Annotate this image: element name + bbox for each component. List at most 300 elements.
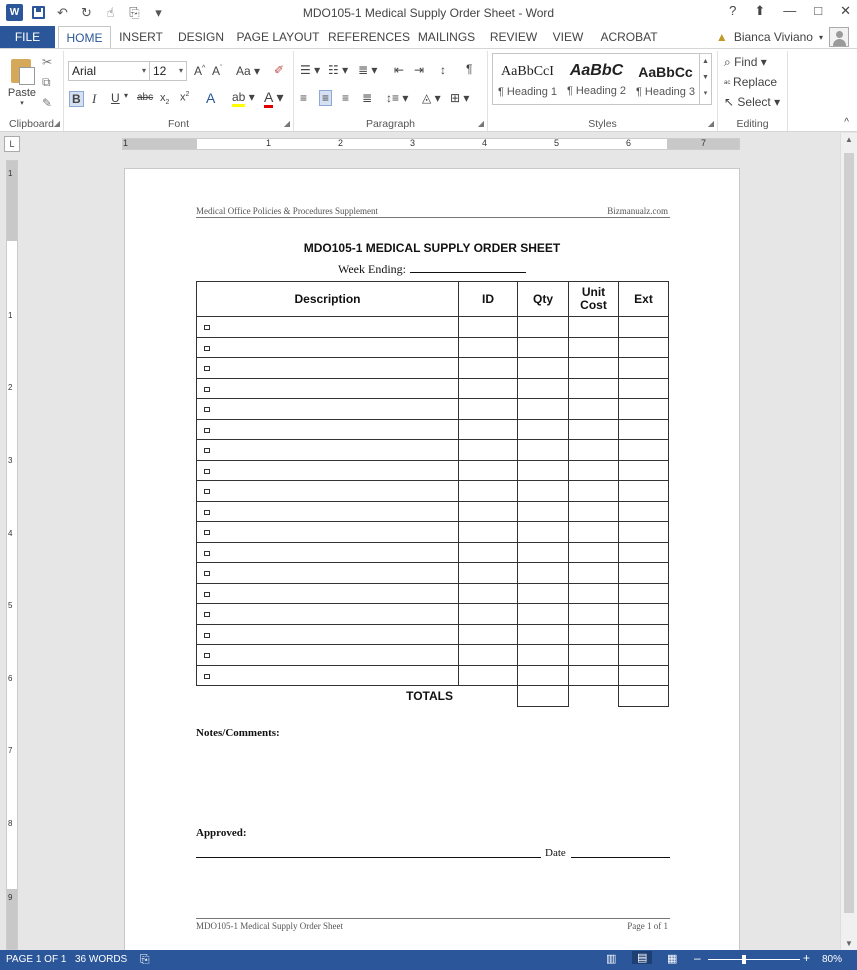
grow-font-icon[interactable]: A^ [194, 64, 206, 78]
table-cell[interactable] [619, 583, 669, 604]
paste-label: Paste [7, 87, 37, 99]
chevron-down-icon[interactable]: ▼ [702, 74, 709, 81]
description-cell[interactable] [197, 337, 459, 358]
line-spacing-icon[interactable]: ↕≡ ▾ [386, 91, 409, 105]
ribbon [0, 48, 857, 132]
highlight-icon[interactable]: ab ▾ [232, 90, 255, 104]
table-cell[interactable] [459, 460, 518, 481]
page-count[interactable]: PAGE 1 OF 1 [6, 954, 67, 965]
shading-icon[interactable]: ◬ ▾ [422, 91, 441, 105]
order-table-body [197, 317, 669, 686]
table-cell[interactable] [569, 501, 619, 522]
zoom-level[interactable]: 80% [822, 954, 843, 965]
table-cell[interactable] [518, 645, 569, 666]
replace-icon: ᵃᶜ [724, 78, 734, 88]
read-mode-icon[interactable]: ▥ [606, 953, 617, 965]
totals-label: TOTALS [406, 689, 453, 703]
clipboard-group [0, 51, 64, 131]
text-effects-icon[interactable]: A [206, 90, 216, 106]
header-right: Bizmanualz.com [607, 206, 668, 216]
tab-view[interactable]: VIEW [552, 30, 584, 44]
description-cell[interactable] [197, 378, 459, 399]
ruler-number: 1 [266, 138, 272, 148]
warning-icon: ▲ [715, 30, 728, 44]
window-controls [729, 3, 851, 19]
table-cell[interactable] [459, 563, 518, 584]
table-cell[interactable] [569, 563, 619, 584]
web-layout-icon[interactable]: ▦ [667, 953, 678, 965]
tab-design[interactable]: DESIGN [177, 30, 224, 44]
styles-launcher-icon[interactable]: ◢ [707, 119, 714, 128]
more-styles-icon[interactable]: ▾ [703, 90, 708, 97]
paragraph-launcher-icon[interactable]: ◢ [477, 119, 484, 128]
table-row [197, 378, 669, 399]
tab-insert[interactable]: INSERT [119, 30, 163, 44]
multilevel-list-icon[interactable]: ≣ ▾ [358, 63, 378, 77]
chevron-down-icon: ▾ [818, 32, 823, 42]
description-cell[interactable] [197, 522, 459, 543]
table-cell[interactable] [569, 337, 619, 358]
table-cell[interactable] [619, 440, 669, 461]
proofing-icon[interactable]: ⎘ [140, 952, 150, 966]
table-row [197, 358, 669, 379]
description-cell[interactable] [197, 665, 459, 686]
table-cell[interactable] [518, 440, 569, 461]
sort-icon[interactable]: ↕ [440, 63, 446, 77]
table-row [197, 645, 669, 666]
ruler-number: 4 [482, 138, 488, 148]
tab-selector[interactable]: L [4, 136, 20, 152]
minimize-button[interactable]: — [783, 3, 797, 18]
bullet-checkbox-icon [204, 612, 210, 617]
table-cell[interactable] [569, 665, 619, 686]
ruler-number: 6 [626, 138, 632, 148]
column-header: Ext [619, 282, 669, 317]
tab-review[interactable]: REVIEW [489, 30, 538, 44]
copy-icon[interactable]: ⧉ [42, 75, 51, 89]
ruler-number: 3 [410, 138, 416, 148]
clear-formatting-icon[interactable]: ✐ [274, 63, 285, 77]
table-cell[interactable] [619, 645, 669, 666]
table-row [197, 665, 669, 686]
select-label: Select [737, 95, 771, 109]
table-row [197, 624, 669, 645]
table-row [197, 542, 669, 563]
cut-icon[interactable]: ✂ [42, 55, 53, 69]
show-marks-icon[interactable]: ¶ [466, 62, 473, 76]
style-heading-2[interactable] [562, 54, 631, 104]
description-cell[interactable] [197, 317, 459, 338]
table-row [197, 604, 669, 625]
table-cell[interactable] [518, 624, 569, 645]
paste-icon [9, 55, 35, 85]
tab-acrobat[interactable]: ACROBAT [600, 30, 658, 44]
table-cell[interactable] [459, 583, 518, 604]
totals-ext-cell[interactable] [619, 686, 669, 707]
table-cell[interactable] [619, 399, 669, 420]
table-cell[interactable] [619, 378, 669, 399]
table-cell[interactable] [518, 481, 569, 502]
table-cell[interactable] [459, 378, 518, 399]
totals-row [197, 686, 669, 707]
table-row [197, 583, 669, 604]
styles-label: Styles [588, 118, 617, 130]
bullets-icon[interactable]: ☰ ▾ [300, 63, 321, 77]
table-cell[interactable] [569, 624, 619, 645]
table-cell[interactable] [569, 583, 619, 604]
notes-label: Notes/Comments: [196, 727, 280, 739]
table-cell[interactable] [518, 460, 569, 481]
table-cell[interactable] [518, 317, 569, 338]
user-name: Bianca Viviano [733, 30, 813, 44]
font-launcher-icon[interactable]: ◢ [283, 119, 290, 128]
ruler-number: 4 [8, 529, 13, 538]
ribbon-display-options-button[interactable]: ⬆ [754, 3, 766, 18]
table-cell[interactable] [569, 317, 619, 338]
zoom-out-icon[interactable]: – [694, 951, 701, 965]
table-cell[interactable] [569, 645, 619, 666]
table-cell[interactable] [518, 542, 569, 563]
chevron-down-icon: ▾ [20, 100, 24, 107]
signature-line[interactable] [196, 857, 541, 858]
touch-mode-icon: ☝ [106, 4, 115, 20]
table-cell[interactable] [619, 481, 669, 502]
scroll-up-icon[interactable]: ▲ [845, 135, 853, 144]
description-cell[interactable] [197, 358, 459, 379]
shrink-font-icon[interactable]: $A^ˇ$ [212, 64, 223, 78]
table-cell[interactable] [518, 337, 569, 358]
table-cell[interactable] [569, 419, 619, 440]
table-row [197, 460, 669, 481]
table-cell[interactable] [459, 358, 518, 379]
format-painter-icon[interactable]: ✎ [42, 96, 53, 110]
find-label: Find [734, 55, 758, 69]
bullet-checkbox-icon [204, 633, 210, 638]
font-group [64, 51, 294, 131]
table-cell[interactable] [569, 604, 619, 625]
font-size-value: 12 [153, 64, 167, 78]
table-header-row [197, 282, 669, 317]
font-size-dropdown[interactable] [149, 61, 187, 81]
bullet-checkbox-icon [204, 674, 210, 679]
numbering-icon[interactable]: ☷ ▾ [328, 63, 349, 77]
select-button[interactable]: ↖ Select ▾ [724, 95, 781, 109]
table-cell[interactable] [459, 624, 518, 645]
table-cell[interactable] [459, 604, 518, 625]
table-cell[interactable] [459, 481, 518, 502]
table-cell[interactable] [619, 563, 669, 584]
font-label: Font [167, 118, 189, 130]
search-icon: ⌕ [724, 55, 735, 69]
week-ending-field[interactable] [410, 262, 526, 273]
table-cell[interactable] [569, 542, 619, 563]
table-cell[interactable] [619, 624, 669, 645]
chevron-down-icon: ▾ [141, 66, 146, 75]
status-bar [0, 950, 857, 970]
table-cell[interactable] [619, 358, 669, 379]
table-cell[interactable] [619, 317, 669, 338]
ruler-number: 2 [8, 383, 13, 392]
clipboard-label: Clipboard [9, 118, 54, 130]
font-family-dropdown[interactable] [68, 61, 150, 81]
ruler-number: 5 [8, 601, 13, 610]
collapse-ribbon-icon[interactable]: ^ [844, 117, 849, 128]
zoom-slider-thumb[interactable] [742, 955, 746, 964]
bullet-checkbox-icon [204, 469, 210, 474]
table-cell[interactable] [459, 542, 518, 563]
ribbon-tabs [0, 26, 857, 48]
table-row [197, 419, 669, 440]
description-cell[interactable] [197, 542, 459, 563]
print-layout-icon[interactable]: ▤ [632, 951, 652, 964]
table-cell[interactable] [569, 522, 619, 543]
avatar [829, 27, 849, 47]
bullet-checkbox-icon [204, 653, 210, 658]
borders-icon[interactable]: ⊞ ▾ [450, 91, 470, 105]
table-cell[interactable] [518, 419, 569, 440]
totals-empty-cell [569, 686, 619, 707]
scroll-thumb[interactable] [844, 153, 854, 913]
table-cell[interactable] [619, 542, 669, 563]
table-cell[interactable] [569, 378, 619, 399]
description-cell[interactable] [197, 604, 459, 625]
bullet-checkbox-icon [204, 448, 210, 453]
bullet-checkbox-icon [204, 346, 210, 351]
ruler-number: 6 [8, 674, 13, 683]
chevron-down-icon[interactable]: ▾ [124, 91, 129, 100]
chevron-up-icon[interactable]: ▲ [702, 58, 709, 65]
table-cell[interactable] [619, 522, 669, 543]
table-cell[interactable] [518, 378, 569, 399]
word-icon[interactable]: W [6, 4, 23, 21]
user-account[interactable] [716, 26, 849, 48]
tab-page-layout[interactable]: PAGE LAYOUT [236, 30, 320, 44]
description-cell[interactable] [197, 419, 459, 440]
ruler-number: 1 [8, 311, 13, 320]
tab-home[interactable]: HOME [58, 26, 111, 49]
scroll-down-icon[interactable]: ▼ [845, 939, 853, 948]
order-table[interactable] [196, 281, 669, 707]
bullet-checkbox-icon [204, 428, 210, 433]
table-cell[interactable] [459, 665, 518, 686]
ruler-number: 7 [8, 746, 13, 755]
approved-label: Approved: [196, 827, 247, 839]
table-cell[interactable] [518, 563, 569, 584]
align-left-icon[interactable]: ≡ [300, 91, 308, 105]
table-cell[interactable] [459, 399, 518, 420]
bullet-checkbox-icon [204, 571, 210, 576]
italic-button[interactable]: I [92, 91, 97, 106]
table-cell[interactable] [619, 604, 669, 625]
vertical-scrollbar[interactable] [840, 133, 857, 950]
table-cell[interactable] [518, 604, 569, 625]
bullet-checkbox-icon [204, 592, 210, 597]
table-cell[interactable] [459, 440, 518, 461]
description-cell[interactable] [197, 440, 459, 461]
week-ending-line [125, 262, 739, 277]
table-cell[interactable] [619, 337, 669, 358]
table-cell[interactable] [459, 501, 518, 522]
table-row [197, 501, 669, 522]
description-cell[interactable] [197, 481, 459, 502]
week-ending-label: Week Ending: [337, 262, 406, 276]
style-sample: AaBbCcI [501, 64, 554, 79]
footer-rule [196, 918, 670, 919]
style-name: ¶ Heading 1 [497, 86, 558, 98]
maximize-button[interactable]: □ [814, 3, 823, 18]
chevron-down-icon: ▾ [178, 66, 183, 75]
ruler-number: 5 [554, 138, 560, 148]
paragraph-label: Paragraph [365, 118, 416, 130]
table-cell[interactable] [459, 337, 518, 358]
ruler-number: 7 [701, 138, 707, 148]
change-case-icon[interactable]: Aa ▾ [236, 64, 261, 78]
table-cell[interactable] [518, 522, 569, 543]
window-title: MDO105-1 Medical Supply Order Sheet - Word [302, 6, 555, 20]
ruler-number: 1 [8, 169, 13, 178]
table-cell[interactable] [518, 583, 569, 604]
header-rule [196, 217, 670, 218]
cursor-icon: ↖ [724, 95, 738, 109]
description-cell[interactable] [197, 583, 459, 604]
increase-indent-icon[interactable]: ⇥ [414, 63, 425, 77]
table-cell[interactable] [518, 501, 569, 522]
bold-button[interactable]: B [69, 91, 84, 107]
description-cell[interactable] [197, 460, 459, 481]
style-name: ¶ Heading 3 [635, 86, 696, 98]
description-cell[interactable] [197, 624, 459, 645]
totals-qty-cell[interactable] [518, 686, 569, 707]
zoom-in-icon[interactable]: + [803, 951, 811, 965]
align-center-icon[interactable]: ≡ [319, 90, 332, 106]
bullet-checkbox-icon [204, 551, 210, 556]
bullet-checkbox-icon [204, 489, 210, 494]
bullet-checkbox-icon [204, 530, 210, 535]
vertical-ruler[interactable] [6, 160, 18, 950]
table-cell[interactable] [569, 481, 619, 502]
clipboard-tools [42, 55, 52, 110]
font-family-value: Arial [72, 64, 97, 78]
zoom-slider[interactable] [708, 959, 800, 960]
new-document-icon: ⎘ [129, 4, 140, 20]
styles-scroll[interactable] [699, 54, 711, 104]
column-header: Unit Cost [569, 282, 619, 317]
ruler-number: 8 [8, 819, 13, 828]
table-row [197, 317, 669, 338]
table-cell[interactable] [459, 645, 518, 666]
column-header: Qty [518, 282, 569, 317]
table-row [197, 337, 669, 358]
table-cell[interactable] [619, 460, 669, 481]
undo-icon: ↶ [57, 4, 68, 20]
table-cell[interactable] [619, 665, 669, 686]
close-button[interactable]: ✕ [840, 3, 851, 18]
paste-button[interactable] [6, 55, 38, 107]
ruler-number: 3 [8, 456, 13, 465]
table-cell[interactable] [619, 501, 669, 522]
description-cell[interactable] [197, 399, 459, 420]
date-label: Date [545, 847, 566, 859]
table-cell[interactable] [518, 399, 569, 420]
clipboard-launcher-icon[interactable]: ◢ [53, 119, 60, 128]
styles-gallery [492, 53, 712, 105]
help-button[interactable]: ? [729, 3, 737, 18]
table-cell[interactable] [619, 419, 669, 440]
bullet-checkbox-icon [204, 510, 210, 515]
table-cell[interactable] [459, 317, 518, 338]
footer-left: MDO105-1 Medical Supply Order Sheet [196, 921, 343, 931]
subscript-button[interactable]: $x_2$ [160, 92, 170, 107]
horizontal-ruler[interactable] [122, 138, 740, 150]
table-cell[interactable] [569, 399, 619, 420]
justify-icon[interactable]: ≣ [362, 91, 373, 105]
bullet-checkbox-icon [204, 366, 210, 371]
table-cell[interactable] [518, 665, 569, 686]
tab-mailings[interactable]: MAILINGS [417, 30, 476, 44]
table-cell[interactable] [518, 358, 569, 379]
table-cell[interactable] [569, 358, 619, 379]
style-name: ¶ Heading 2 [566, 85, 627, 97]
underline-button[interactable]: U [111, 91, 120, 105]
date-line[interactable] [571, 857, 670, 858]
font-color-icon[interactable]: A ▾ [264, 89, 284, 106]
document-title: MDO105-1 MEDICAL SUPPLY ORDER SHEET [303, 241, 561, 255]
replace-label: Replace [733, 75, 778, 89]
table-cell[interactable] [569, 460, 619, 481]
column-header: ID [459, 282, 518, 317]
table-row [197, 481, 669, 502]
find-button[interactable]: ⌕ Find ▾ [724, 55, 767, 69]
strikethrough-button[interactable]: abc [137, 92, 154, 103]
redo-icon: ↻ [81, 4, 92, 20]
paragraph-group [294, 51, 488, 131]
word-count[interactable]: 36 WORDS [75, 954, 128, 965]
tab-references[interactable]: REFERENCES [328, 30, 411, 44]
footer-right: Page 1 of 1 [627, 921, 668, 931]
ruler-number: 1 [123, 138, 129, 148]
superscript-button[interactable]: $x^2$ [180, 91, 190, 104]
bullet-checkbox-icon [204, 325, 210, 330]
table-row [197, 563, 669, 584]
customize-qat-icon: ▾ [155, 4, 162, 20]
header-left: Medical Office Policies & Procedures Supplement [196, 206, 379, 216]
ruler-area [0, 133, 857, 155]
table-row [197, 440, 669, 461]
column-header: Description [197, 282, 459, 317]
align-right-icon[interactable]: ≡ [342, 91, 350, 105]
title-bar [0, 0, 857, 26]
bullet-checkbox-icon [204, 407, 210, 412]
table-row [197, 399, 669, 420]
style-sample: AaBbCc [638, 64, 693, 80]
editing-label: Editing [736, 118, 769, 130]
style-heading-3[interactable] [631, 54, 700, 104]
style-sample: AaBbC [569, 62, 624, 79]
decrease-indent-icon[interactable]: ⇤ [394, 63, 405, 77]
table-cell[interactable] [459, 522, 518, 543]
ruler-number: 2 [338, 138, 344, 148]
table-cell[interactable] [459, 419, 518, 440]
style-heading-1[interactable] [493, 54, 562, 104]
table-row [197, 522, 669, 543]
description-cell[interactable] [197, 645, 459, 666]
table-cell[interactable] [569, 440, 619, 461]
document-page[interactable] [124, 168, 740, 958]
tab-file[interactable]: FILE [0, 26, 55, 48]
description-cell[interactable] [197, 563, 459, 584]
description-cell[interactable] [197, 501, 459, 522]
replace-button[interactable] [724, 75, 777, 89]
